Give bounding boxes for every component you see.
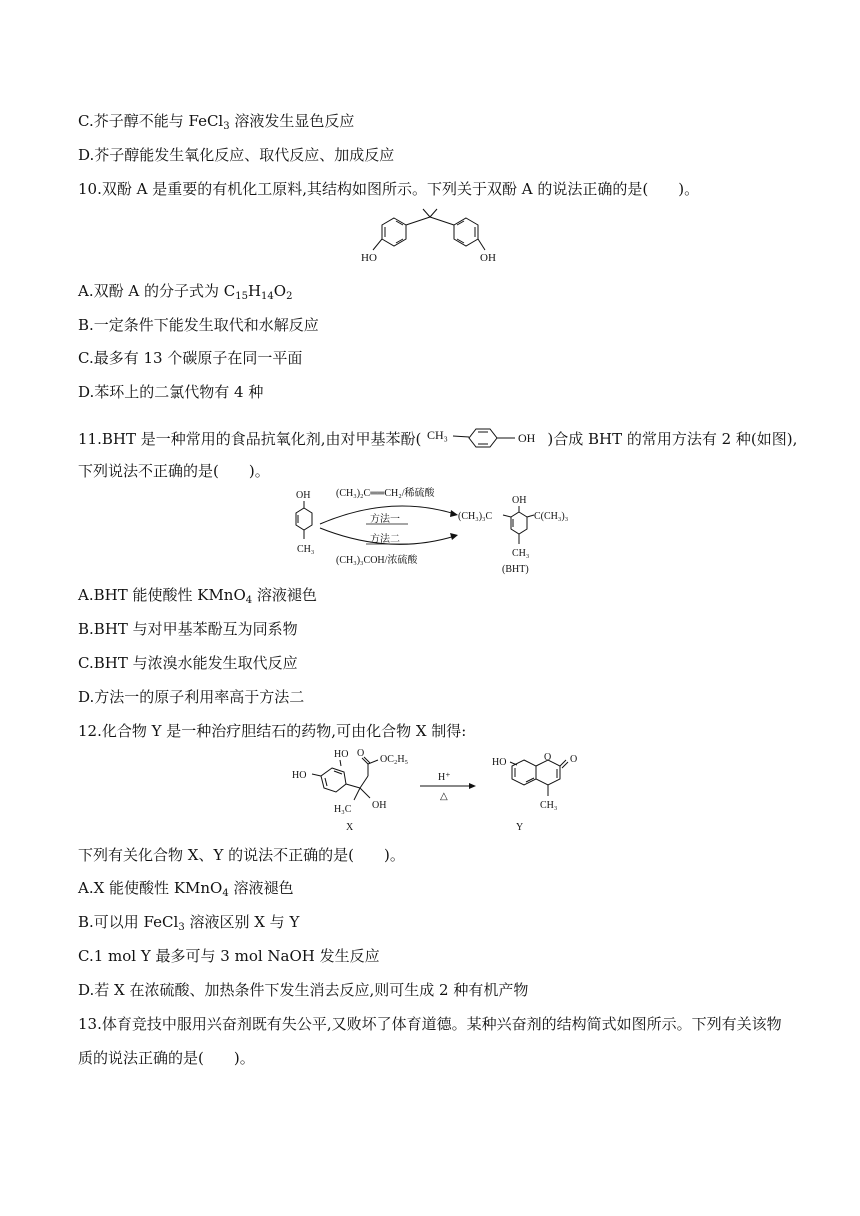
x-ester-label: OC₂H₅ xyxy=(380,754,409,765)
q12-question: 下列有关化合物 X、Y 的说法不正确的是( )。 xyxy=(78,846,405,864)
y-ring-o: O xyxy=(544,752,552,763)
x-hydroxyl-label: OH xyxy=(372,800,387,811)
bht-ch3-label: CH₃ xyxy=(512,548,530,559)
y-ho-label: HO xyxy=(492,757,507,768)
q9-option-d: D.芥子醇能发生氧化反应、取代反应、加成反应 xyxy=(78,146,395,164)
bht-synthesis-scheme xyxy=(290,484,580,576)
bisphenol-a-structure xyxy=(355,208,505,270)
q12-option-a: A.X 能使酸性 KMnO$_4$ 溶液褪色 xyxy=(78,879,294,899)
cresol-oh-label: OH xyxy=(296,490,311,501)
q13-stem-line2: 质的说法正确的是( )。 xyxy=(78,1049,255,1067)
svg-text:CH₃: CH₃ xyxy=(427,428,449,442)
q12-option-d: D.若 X 在浓硫酸、加热条件下发生消去反应,则可生成 2 种有机产物 xyxy=(78,981,529,999)
bht-name-label: (BHT) xyxy=(502,564,529,575)
compound-y-label: Y xyxy=(516,822,524,833)
y-methyl-label: CH₃ xyxy=(540,800,558,811)
q11-option-c: C.BHT 与浓溴水能发生取代反应 xyxy=(78,654,298,672)
y-keto-o: O xyxy=(570,754,578,765)
svg-text:OH: OH xyxy=(518,431,536,445)
q10-option-c: C.最多有 13 个碳原子在同一平面 xyxy=(78,349,303,367)
method2-reagent: (CH₃)₃COH/浓硫酸 xyxy=(336,555,418,566)
q13-stem-line1: 13.体育竞技中服用兴奋剂既有失公平,又败坏了体育道德。某种兴奋剂的结构简式如图所示。下列有关该物 xyxy=(78,1015,782,1033)
heat-condition: △ xyxy=(440,791,448,802)
fig10-ho-label: HO xyxy=(361,252,377,264)
bht-oh-label: OH xyxy=(512,495,527,506)
p-cresol-inline-structure xyxy=(421,427,547,449)
fig10-oh-label: OH xyxy=(480,252,496,264)
q11-option-a: A.BHT 能使酸性 KMnO$_4$ 溶液褪色 xyxy=(78,586,317,606)
cresol-ch3-label: CH₃ xyxy=(297,544,315,555)
q11-option-b: B.BHT 与对甲基苯酚互为同系物 xyxy=(78,620,298,638)
acid-condition: H⁺ xyxy=(438,772,451,783)
bht-right-tbutyl: C(CH₃)₃ xyxy=(534,511,569,522)
x-carbonyl-o: O xyxy=(357,748,365,759)
method2-label: 方法二 xyxy=(370,534,400,545)
q9-option-c: C.芥子醇不能与 FeCl$_3$ 溶液发生显色反应 xyxy=(78,112,355,132)
method1-reagent: (CH₃)₂C══CH₂/稀硫酸 xyxy=(336,488,435,499)
method1-label: 方法一 xyxy=(370,514,400,525)
q11-option-d: D.方法一的原子利用率高于方法二 xyxy=(78,688,305,706)
q12-stem: 12.化合物 Y 是一种治疗胆结石的药物,可由化合物 X 制得: xyxy=(78,722,467,740)
q10-option-a: A.双酚 A 的分子式为 $C_{15}H_{14}O_2$ xyxy=(78,282,293,302)
q12-option-b: B.可以用 FeCl$_3$ 溶液区别 X 与 Y xyxy=(78,913,300,933)
xy-reaction-scheme xyxy=(290,748,580,836)
x-ho-left: HO xyxy=(292,770,307,781)
q10-stem: 10.双酚 A 是重要的有机化工原料,其结构如图所示。下列关于双酚 A 的说法正确的是( )。 xyxy=(78,180,700,198)
compound-x-label: X xyxy=(346,822,354,833)
bht-left-tbutyl: (CH₃)₃C xyxy=(458,511,493,522)
q11-stem-line2: 下列说法不正确的是( )。 xyxy=(78,462,270,480)
q10-option-b: B.一定条件下能发生取代和水解反应 xyxy=(78,316,319,334)
q12-option-c: C.1 mol Y 最多可与 3 mol NaOH 发生反应 xyxy=(78,947,380,965)
q10-option-d: D.苯环上的二氯代物有 4 种 xyxy=(78,383,264,401)
x-ho-top: HO xyxy=(334,749,349,760)
q11-stem-line1: 11.BHT 是一种常用的食品抗氧化剂,由对甲基苯酚( CH₃ OH )合成 BHT 的常用方法有 2 种(如图), xyxy=(78,428,798,448)
x-methyl-label: H₃C xyxy=(334,804,352,815)
